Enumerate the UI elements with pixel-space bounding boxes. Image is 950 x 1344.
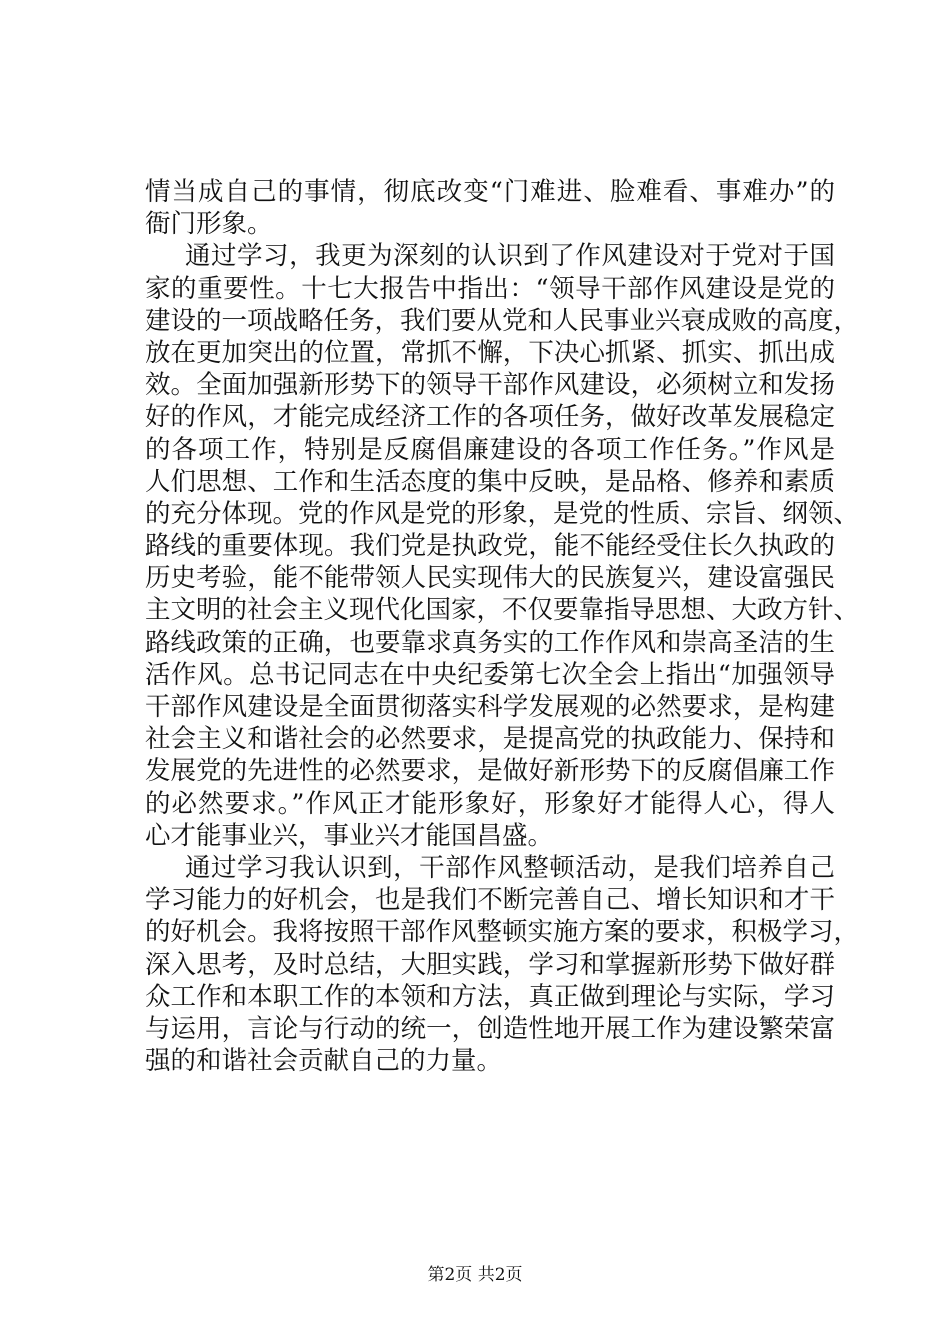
text-line: 发展党的先进性的必然要求，是做好新形势下的反腐倡廉工作	[145, 756, 835, 787]
text-line: 建设的一项战略任务，我们要从党和人民事业兴衰成败的高度，	[145, 305, 860, 336]
text-line: 主文明的社会主义现代化国家，不仅要靠指导思想、大政方针、	[145, 595, 860, 626]
text-line: 效。全面加强新形势下的领导干部作风建设，必须树立和发扬	[145, 370, 835, 401]
text-line: 的好机会。我将按照干部作风整顿实施方案的要求，积极学习，	[145, 917, 860, 948]
text-line: 的充分体现。党的作风是党的形象，是党的性质、宗旨、纲领、	[145, 498, 860, 529]
text-line: 强的和谐社会贡献自己的力量。	[145, 1046, 503, 1077]
text-line: 家的重要性。十七大报告中指出：“领导干部作风建设是党的	[145, 273, 835, 304]
text-line: 干部作风建设是全面贯彻落实科学发展观的必然要求，是构建	[145, 692, 835, 722]
text-line: 通过学习，我更为深刻的认识到了作风建设对于党对于国	[185, 241, 835, 272]
text-line: 路线的重要体现。我们党是执政党，能不能经受住长久执政的	[145, 531, 835, 562]
text-line: 的各项工作，特别是反腐倡廉建设的各项工作任务。”作风是	[145, 434, 835, 465]
text-line: 人们思想、工作和生活态度的集中反映，是品格、修养和素质	[145, 466, 835, 497]
text-line: 学习能力的好机会，也是我们不断完善自己、增长知识和才干	[145, 885, 835, 916]
text-line: 好的作风，才能完成经济工作的各项任务，做好改革发展稳定	[145, 402, 835, 433]
text-line: 心才能事业兴，事业兴才能国昌盛。	[145, 820, 554, 851]
text-line: 活作风。总书记同志在中央纪委第七次全会上指出“加强领导	[145, 659, 835, 690]
text-line: 的必然要求。”作风正才能形象好，形象好才能得人心，得人	[145, 788, 835, 819]
text-line: 深入思考，及时总结，大胆实践，学习和掌握新形势下做好群	[145, 949, 835, 980]
text-line: 放在更加突出的位置，常抓不懈，下决心抓紧、抓实、抓出成	[145, 337, 835, 368]
text-line: 路线政策的正确，也要靠求真务实的工作作风和崇高圣洁的生	[145, 627, 835, 658]
page-footer: 第2页 共2页	[427, 1265, 523, 1285]
text-line: 通过学习我认识到，干部作风整顿活动，是我们培养自己	[185, 852, 835, 883]
text-line: 社会主义和谐社会的必然要求，是提高党的执政能力、保持和	[145, 724, 835, 755]
text-line: 历史考验，能不能带领人民实现伟大的民族复兴，建设富强民	[145, 563, 835, 594]
text-line: 衙门形象。	[145, 209, 273, 240]
text-line: 与运用，言论与行动的统一，创造性地开展工作为建设繁荣富	[145, 1013, 835, 1044]
text-line: 众工作和本职工作的本领和方法，真正做到理论与实际，学习	[145, 981, 835, 1012]
body-text	[145, 176, 860, 1077]
text-line: 情当成自己的事情，彻底改变“门难进、脸难看、事难办”的	[145, 177, 835, 207]
